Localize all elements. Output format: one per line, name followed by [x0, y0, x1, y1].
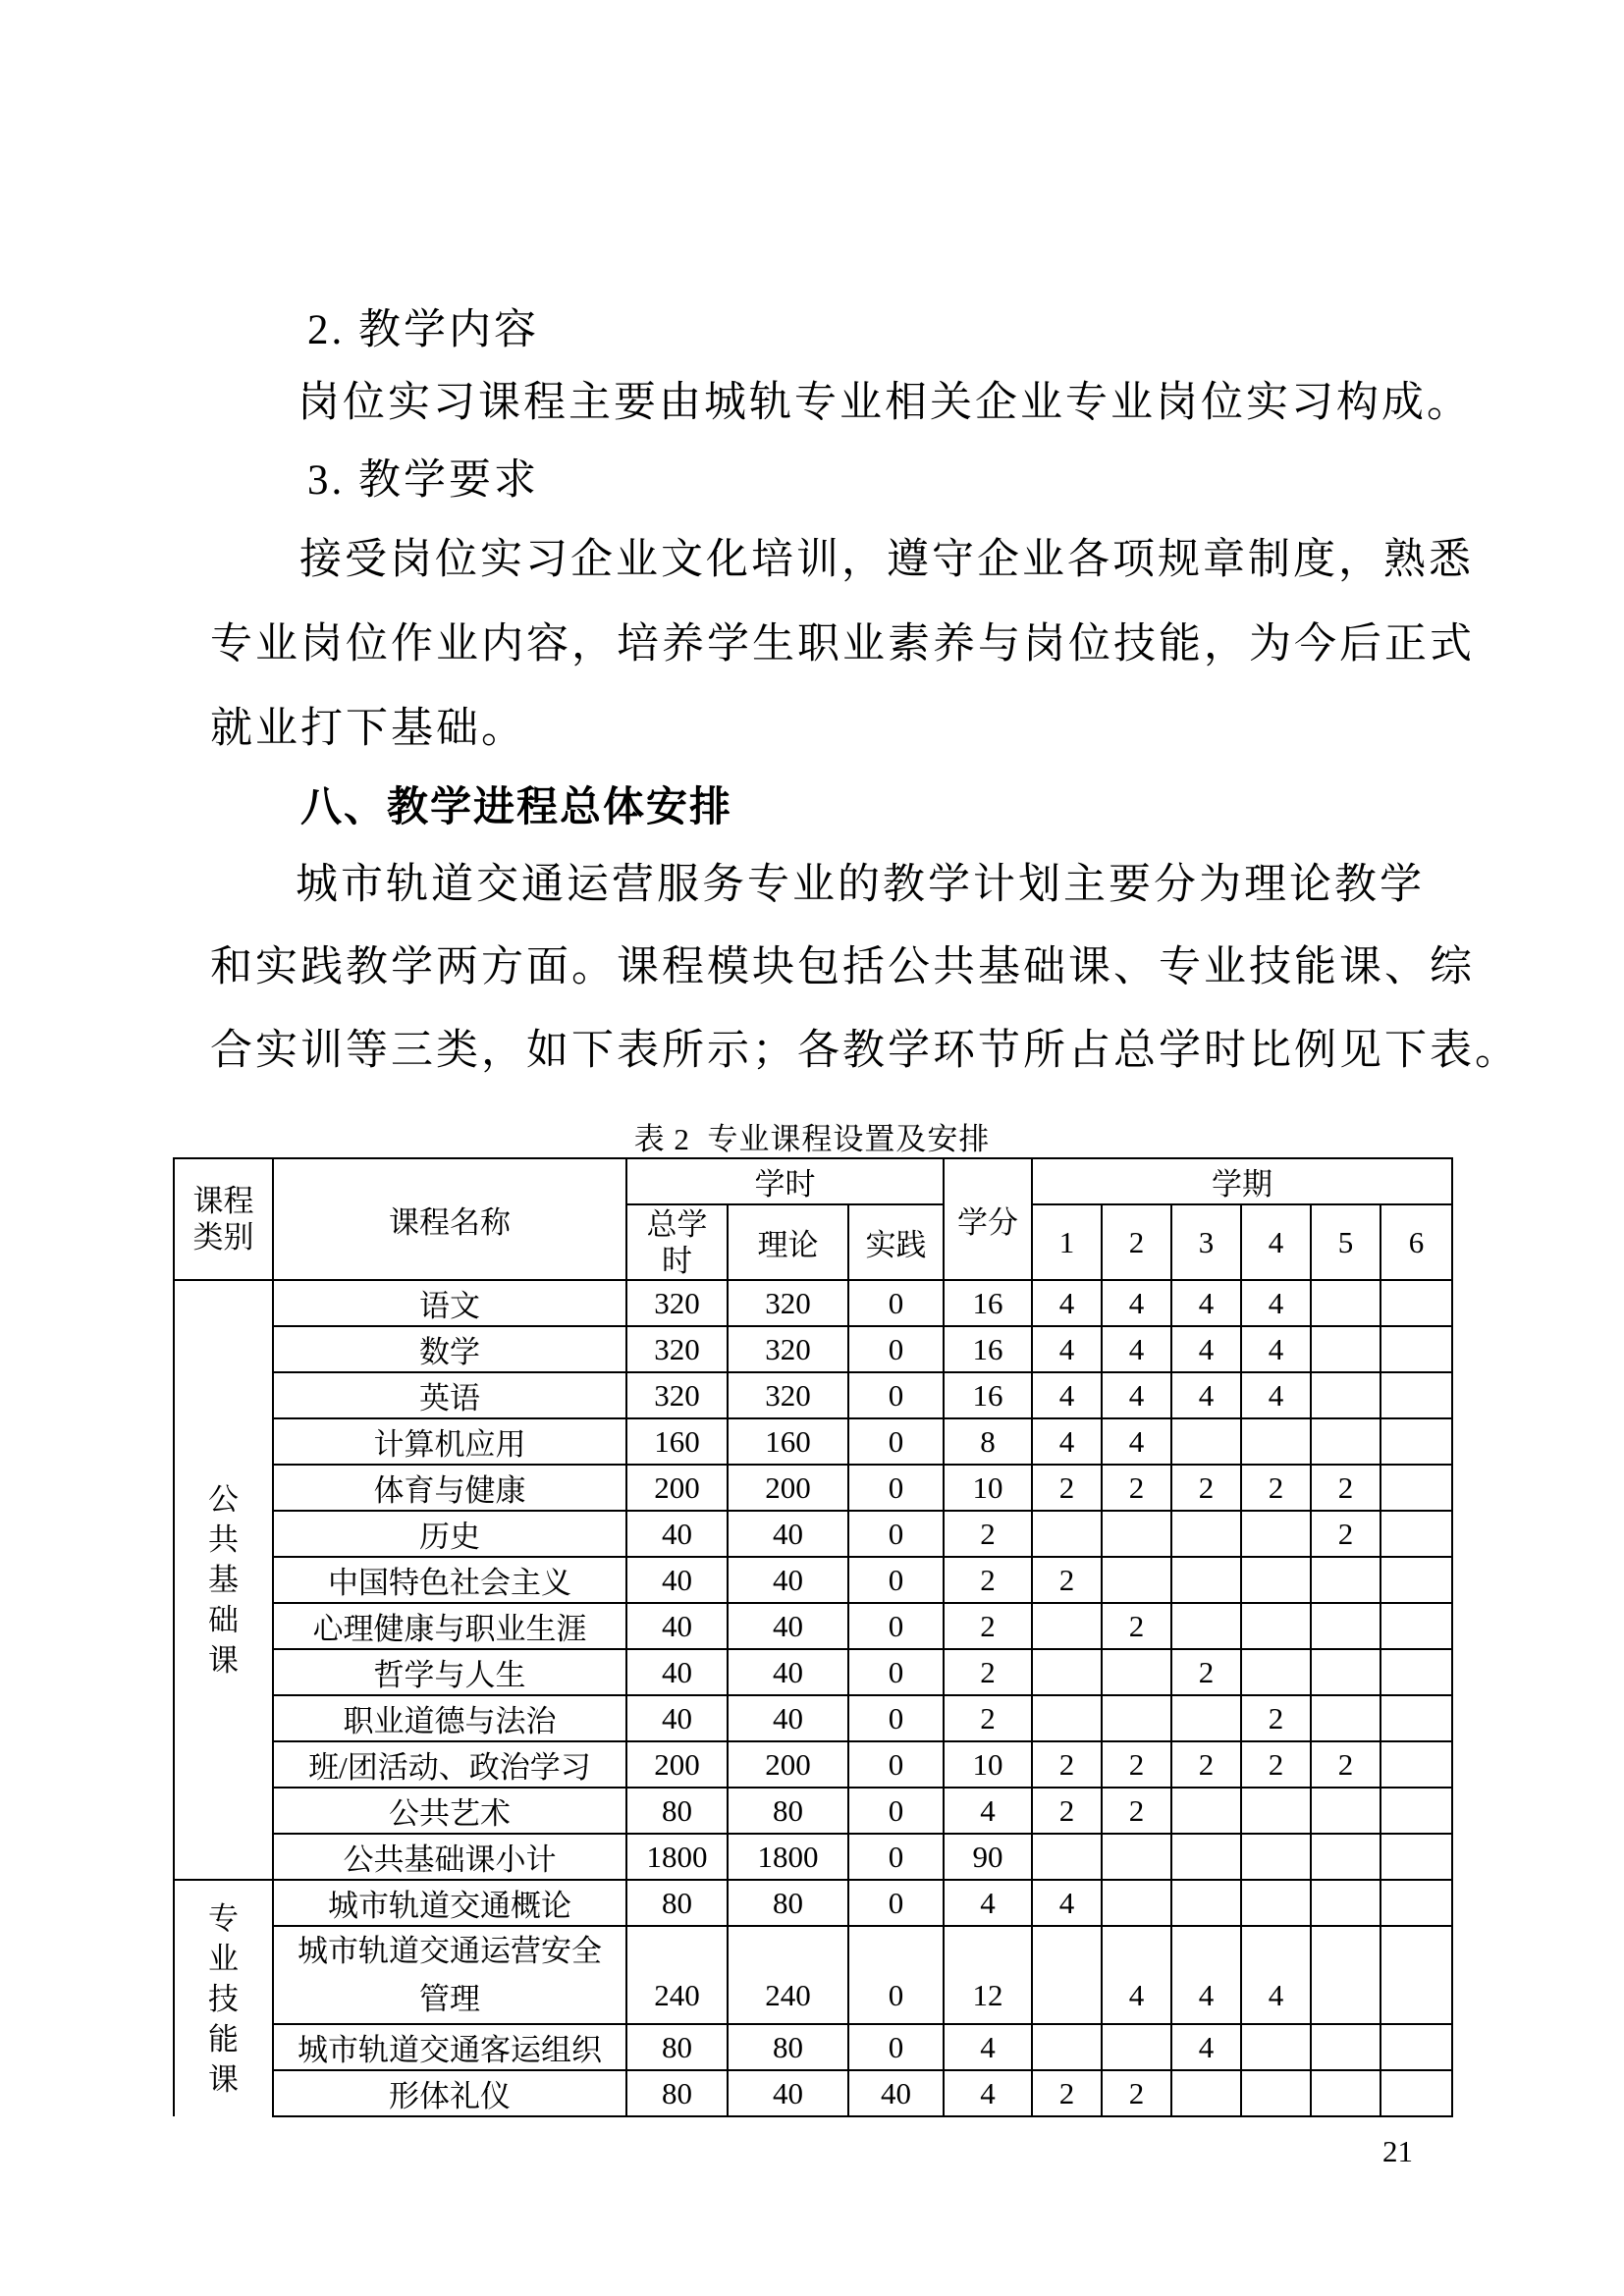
- value-cell: 4: [1102, 1326, 1171, 1372]
- value-cell: [1311, 1372, 1380, 1418]
- value-cell: [1380, 1649, 1452, 1695]
- value-cell: 2: [1032, 1741, 1102, 1788]
- value-cell: 0: [848, 1326, 944, 1372]
- value-cell: 80: [626, 2070, 728, 2116]
- value-cell: 4: [1102, 1926, 1171, 2024]
- value-cell: 40: [626, 1649, 728, 1695]
- value-cell: [1311, 1557, 1380, 1603]
- value-cell: 160: [626, 1418, 728, 1465]
- value-cell: [1032, 1834, 1102, 1880]
- table-row: [174, 1695, 1452, 1741]
- value-cell: 1800: [626, 1834, 728, 1880]
- paragraph-line: 和实践教学两方面。课程模块包括公共基础课、专业技能课、综: [210, 944, 1475, 990]
- course-name-cell: 计算机应用: [273, 1418, 626, 1465]
- value-cell: 4: [1171, 2024, 1241, 2070]
- value-cell: 4: [1171, 1926, 1241, 2024]
- value-cell: [1241, 1880, 1311, 1926]
- value-cell: [1171, 1511, 1241, 1557]
- course-name-cell: 英语: [273, 1372, 626, 1418]
- table-row: [174, 1603, 1452, 1649]
- table-row: [174, 1280, 1452, 1326]
- value-cell: 4: [944, 2024, 1032, 2070]
- value-cell: 1800: [728, 1834, 848, 1880]
- value-cell: [1311, 1695, 1380, 1741]
- value-cell: 0: [848, 1372, 944, 1418]
- value-cell: 40: [848, 2070, 944, 2116]
- paragraph-line: 专业岗位作业内容，培养学生职业素养与岗位技能，为今后正式: [210, 621, 1475, 667]
- course-name-cell: 数学: [273, 1326, 626, 1372]
- value-cell: 80: [626, 1880, 728, 1926]
- value-cell: 4: [944, 2070, 1032, 2116]
- value-cell: [1311, 1326, 1380, 1372]
- value-cell: [1380, 1603, 1452, 1649]
- course-table-body: [174, 1280, 1452, 2116]
- value-cell: [1241, 2024, 1311, 2070]
- value-cell: 0: [848, 1465, 944, 1511]
- paragraph-line: 城市轨道交通运营服务专业的教学计划主要分为理论教学: [296, 862, 1425, 908]
- value-cell: [1241, 1603, 1311, 1649]
- course-name-cell: 城市轨道交通概论: [273, 1880, 626, 1926]
- table-row: [174, 1557, 1452, 1603]
- value-cell: 80: [728, 1880, 848, 1926]
- value-cell: 4: [1241, 1280, 1311, 1326]
- value-cell: [1241, 1418, 1311, 1465]
- value-cell: [1311, 1880, 1380, 1926]
- value-cell: 80: [626, 1788, 728, 1834]
- value-cell: 2: [1241, 1695, 1311, 1741]
- value-cell: [1032, 1695, 1102, 1741]
- value-cell: 4: [1171, 1326, 1241, 1372]
- value-cell: [1032, 1649, 1102, 1695]
- value-cell: [1380, 1326, 1452, 1372]
- value-cell: 4: [1032, 1418, 1102, 1465]
- value-cell: 2: [944, 1511, 1032, 1557]
- header-semester-4: 4: [1241, 1204, 1311, 1280]
- course-name-cell: 中国特色社会主义: [273, 1557, 626, 1603]
- table-row: [174, 1880, 1452, 1926]
- value-cell: 2: [1102, 1465, 1171, 1511]
- value-cell: [1241, 1557, 1311, 1603]
- value-cell: [1380, 2024, 1452, 2070]
- value-cell: 16: [944, 1326, 1032, 1372]
- table-row: [174, 1834, 1452, 1880]
- value-cell: 0: [848, 1788, 944, 1834]
- value-cell: [1380, 1741, 1452, 1788]
- value-cell: 8: [944, 1418, 1032, 1465]
- table-row: [174, 1465, 1452, 1511]
- value-cell: [1380, 2070, 1452, 2116]
- value-cell: 16: [944, 1280, 1032, 1326]
- value-cell: 40: [728, 1695, 848, 1741]
- value-cell: 4: [944, 1788, 1032, 1834]
- header-theory: 理论: [728, 1204, 848, 1280]
- header-total-hours: 总学时: [626, 1204, 728, 1280]
- course-name-cell: 城市轨道交通客运组织: [273, 2024, 626, 2070]
- value-cell: [1380, 1834, 1452, 1880]
- value-cell: 40: [728, 1511, 848, 1557]
- course-name-cell: 语文: [273, 1280, 626, 1326]
- value-cell: 2: [1241, 1741, 1311, 1788]
- table-caption: 表 2 专业课程设置及安排: [633, 1122, 991, 1156]
- numbered-item-3: 3. 教学要求: [307, 457, 539, 504]
- table-row: [174, 1418, 1452, 1465]
- header-hours: 学时: [626, 1158, 944, 1204]
- value-cell: 320: [626, 1372, 728, 1418]
- value-cell: [1171, 1695, 1241, 1741]
- value-cell: 0: [848, 1926, 944, 2024]
- value-cell: 80: [728, 1788, 848, 1834]
- value-cell: 320: [728, 1280, 848, 1326]
- value-cell: [1102, 1834, 1171, 1880]
- value-cell: 320: [626, 1280, 728, 1326]
- value-cell: 2: [944, 1649, 1032, 1695]
- value-cell: [1311, 1834, 1380, 1880]
- value-cell: 4: [1032, 1880, 1102, 1926]
- header-semester-5: 5: [1311, 1204, 1380, 1280]
- value-cell: [1241, 2070, 1311, 2116]
- value-cell: 0: [848, 1557, 944, 1603]
- value-cell: [1380, 1788, 1452, 1834]
- value-cell: [1380, 1280, 1452, 1326]
- value-cell: 0: [848, 1695, 944, 1741]
- value-cell: 0: [848, 1649, 944, 1695]
- value-cell: 200: [728, 1465, 848, 1511]
- value-cell: 2: [1241, 1465, 1311, 1511]
- value-cell: [1102, 1695, 1171, 1741]
- value-cell: 80: [626, 2024, 728, 2070]
- value-cell: 4: [1241, 1372, 1311, 1418]
- value-cell: 0: [848, 1280, 944, 1326]
- value-cell: [1032, 1511, 1102, 1557]
- value-cell: [1102, 2024, 1171, 2070]
- value-cell: [1311, 2024, 1380, 2070]
- value-cell: 200: [626, 1741, 728, 1788]
- value-cell: 0: [848, 2024, 944, 2070]
- value-cell: [1311, 1280, 1380, 1326]
- value-cell: [1171, 1418, 1241, 1465]
- value-cell: 40: [626, 1603, 728, 1649]
- value-cell: 0: [848, 1741, 944, 1788]
- value-cell: 2: [1102, 1603, 1171, 1649]
- value-cell: [1102, 1557, 1171, 1603]
- value-cell: 2: [1032, 2070, 1102, 2116]
- value-cell: 320: [728, 1326, 848, 1372]
- table-row: [174, 1741, 1452, 1788]
- value-cell: [1171, 1603, 1241, 1649]
- value-cell: [1102, 1511, 1171, 1557]
- course-name-cell: 哲学与人生: [273, 1649, 626, 1695]
- value-cell: 160: [728, 1418, 848, 1465]
- table-continuation-border-right: [272, 2017, 274, 2031]
- value-cell: 0: [848, 1603, 944, 1649]
- header-semester-1: 1: [1032, 1204, 1102, 1280]
- value-cell: 4: [1032, 1280, 1102, 1326]
- value-cell: 40: [728, 1603, 848, 1649]
- course-schedule-table: [173, 1157, 1453, 2117]
- value-cell: [1380, 1511, 1452, 1557]
- page-number: 21: [1382, 2134, 1413, 2168]
- course-name-cell: 公共基础课小计: [273, 1834, 626, 1880]
- value-cell: [1171, 1834, 1241, 1880]
- header-course-category: 课程类别: [174, 1158, 273, 1280]
- value-cell: [1102, 1880, 1171, 1926]
- value-cell: 4: [1102, 1418, 1171, 1465]
- value-cell: 40: [626, 1695, 728, 1741]
- table-row: [174, 1511, 1452, 1557]
- section-heading: 八、教学进程总体安排: [300, 783, 733, 829]
- value-cell: [1032, 2024, 1102, 2070]
- paragraph-line: 就业打下基础。: [210, 706, 526, 752]
- value-cell: 4: [1171, 1280, 1241, 1326]
- value-cell: [1032, 1926, 1102, 2024]
- table-continuation-border-left: [173, 2017, 175, 2031]
- value-cell: 4: [1241, 1926, 1311, 2024]
- value-cell: 2: [1102, 1741, 1171, 1788]
- value-cell: [1171, 1788, 1241, 1834]
- value-cell: 320: [626, 1326, 728, 1372]
- value-cell: [1380, 1695, 1452, 1741]
- course-name-cell: 城市轨道交通运营安全管理: [273, 1926, 626, 2024]
- value-cell: [1311, 1603, 1380, 1649]
- table-row: [174, 1926, 1452, 2024]
- paragraph-line: 接受岗位实习企业文化培训，遵守企业各项规章制度，熟悉: [299, 537, 1474, 583]
- course-name-cell: 职业道德与法治: [273, 1695, 626, 1741]
- value-cell: [1311, 1418, 1380, 1465]
- value-cell: [1311, 1788, 1380, 1834]
- value-cell: [1241, 1649, 1311, 1695]
- paragraph-line: 岗位实习课程主要由城轨专业相关企业专业岗位实习构成。: [298, 380, 1472, 426]
- course-category-cell: 公 共 基 础 课: [174, 1280, 273, 1880]
- value-cell: 2: [944, 1603, 1032, 1649]
- value-cell: 40: [728, 2070, 848, 2116]
- value-cell: [1380, 1926, 1452, 2024]
- value-cell: 90: [944, 1834, 1032, 1880]
- value-cell: [1241, 1834, 1311, 1880]
- course-name-cell: 形体礼仪: [273, 2070, 626, 2116]
- header-semester-2: 2: [1102, 1204, 1171, 1280]
- paragraph-line: 合实训等三类，如下表所示；各教学环节所占总学时比例见下表。: [210, 1028, 1520, 1074]
- value-cell: 0: [848, 1880, 944, 1926]
- value-cell: 2: [944, 1695, 1032, 1741]
- value-cell: 0: [848, 1418, 944, 1465]
- value-cell: 2: [1032, 1557, 1102, 1603]
- value-cell: 40: [626, 1557, 728, 1603]
- header-semester: 学期: [1032, 1158, 1452, 1204]
- course-name-cell: 公共艺术: [273, 1788, 626, 1834]
- value-cell: [1241, 1511, 1311, 1557]
- value-cell: 80: [728, 2024, 848, 2070]
- value-cell: 10: [944, 1741, 1032, 1788]
- table-row: [174, 2070, 1452, 2116]
- value-cell: [1380, 1418, 1452, 1465]
- value-cell: 4: [1102, 1280, 1171, 1326]
- value-cell: 2: [1102, 1788, 1171, 1834]
- value-cell: 2: [1171, 1741, 1241, 1788]
- value-cell: 2: [1102, 2070, 1171, 2116]
- value-cell: [1241, 1788, 1311, 1834]
- numbered-item-2: 2. 教学内容: [307, 307, 539, 353]
- course-name-cell: 历史: [273, 1511, 626, 1557]
- value-cell: [1380, 1372, 1452, 1418]
- value-cell: [1102, 1649, 1171, 1695]
- value-cell: 2: [1032, 1788, 1102, 1834]
- table-row: [174, 1788, 1452, 1834]
- value-cell: 0: [848, 1834, 944, 1880]
- course-name-cell: 班/团活动、政治学习: [273, 1741, 626, 1788]
- value-cell: [1380, 1880, 1452, 1926]
- value-cell: 16: [944, 1372, 1032, 1418]
- table-row: [174, 1326, 1452, 1372]
- value-cell: 240: [728, 1926, 848, 2024]
- header-course-name: 课程名称: [273, 1158, 626, 1280]
- value-cell: [1171, 2070, 1241, 2116]
- value-cell: [1171, 1880, 1241, 1926]
- value-cell: 2: [1311, 1741, 1380, 1788]
- value-cell: 2: [1171, 1649, 1241, 1695]
- value-cell: 4: [1171, 1372, 1241, 1418]
- value-cell: [1032, 1603, 1102, 1649]
- value-cell: 2: [1032, 1465, 1102, 1511]
- value-cell: 4: [1241, 1326, 1311, 1372]
- value-cell: [1171, 1557, 1241, 1603]
- value-cell: 2: [944, 1557, 1032, 1603]
- value-cell: 2: [1311, 1511, 1380, 1557]
- value-cell: [1311, 1926, 1380, 2024]
- value-cell: [1380, 1465, 1452, 1511]
- value-cell: [1380, 1557, 1452, 1603]
- value-cell: 4: [1032, 1326, 1102, 1372]
- value-cell: 240: [626, 1926, 728, 2024]
- value-cell: 4: [1102, 1372, 1171, 1418]
- header-semester-3: 3: [1171, 1204, 1241, 1280]
- value-cell: 12: [944, 1926, 1032, 2024]
- value-cell: [1311, 1649, 1380, 1695]
- value-cell: 40: [728, 1557, 848, 1603]
- course-name-cell: 体育与健康: [273, 1465, 626, 1511]
- value-cell: 200: [626, 1465, 728, 1511]
- value-cell: 10: [944, 1465, 1032, 1511]
- header-credits: 学分: [944, 1158, 1032, 1280]
- header-practice: 实践: [848, 1204, 944, 1280]
- value-cell: 4: [1032, 1372, 1102, 1418]
- value-cell: 200: [728, 1741, 848, 1788]
- value-cell: 2: [1171, 1465, 1241, 1511]
- value-cell: 4: [944, 1880, 1032, 1926]
- value-cell: [1311, 2070, 1380, 2116]
- table-row: [174, 2024, 1452, 2070]
- course-name-cell: 心理健康与职业生涯: [273, 1603, 626, 1649]
- table-row: [174, 1649, 1452, 1695]
- course-category-cell: 专 业 技 能 课: [174, 1880, 273, 2116]
- value-cell: 40: [728, 1649, 848, 1695]
- value-cell: 40: [626, 1511, 728, 1557]
- value-cell: 0: [848, 1511, 944, 1557]
- value-cell: 2: [1311, 1465, 1380, 1511]
- value-cell: 320: [728, 1372, 848, 1418]
- header-semester-6: 6: [1380, 1204, 1452, 1280]
- table-row: [174, 1372, 1452, 1418]
